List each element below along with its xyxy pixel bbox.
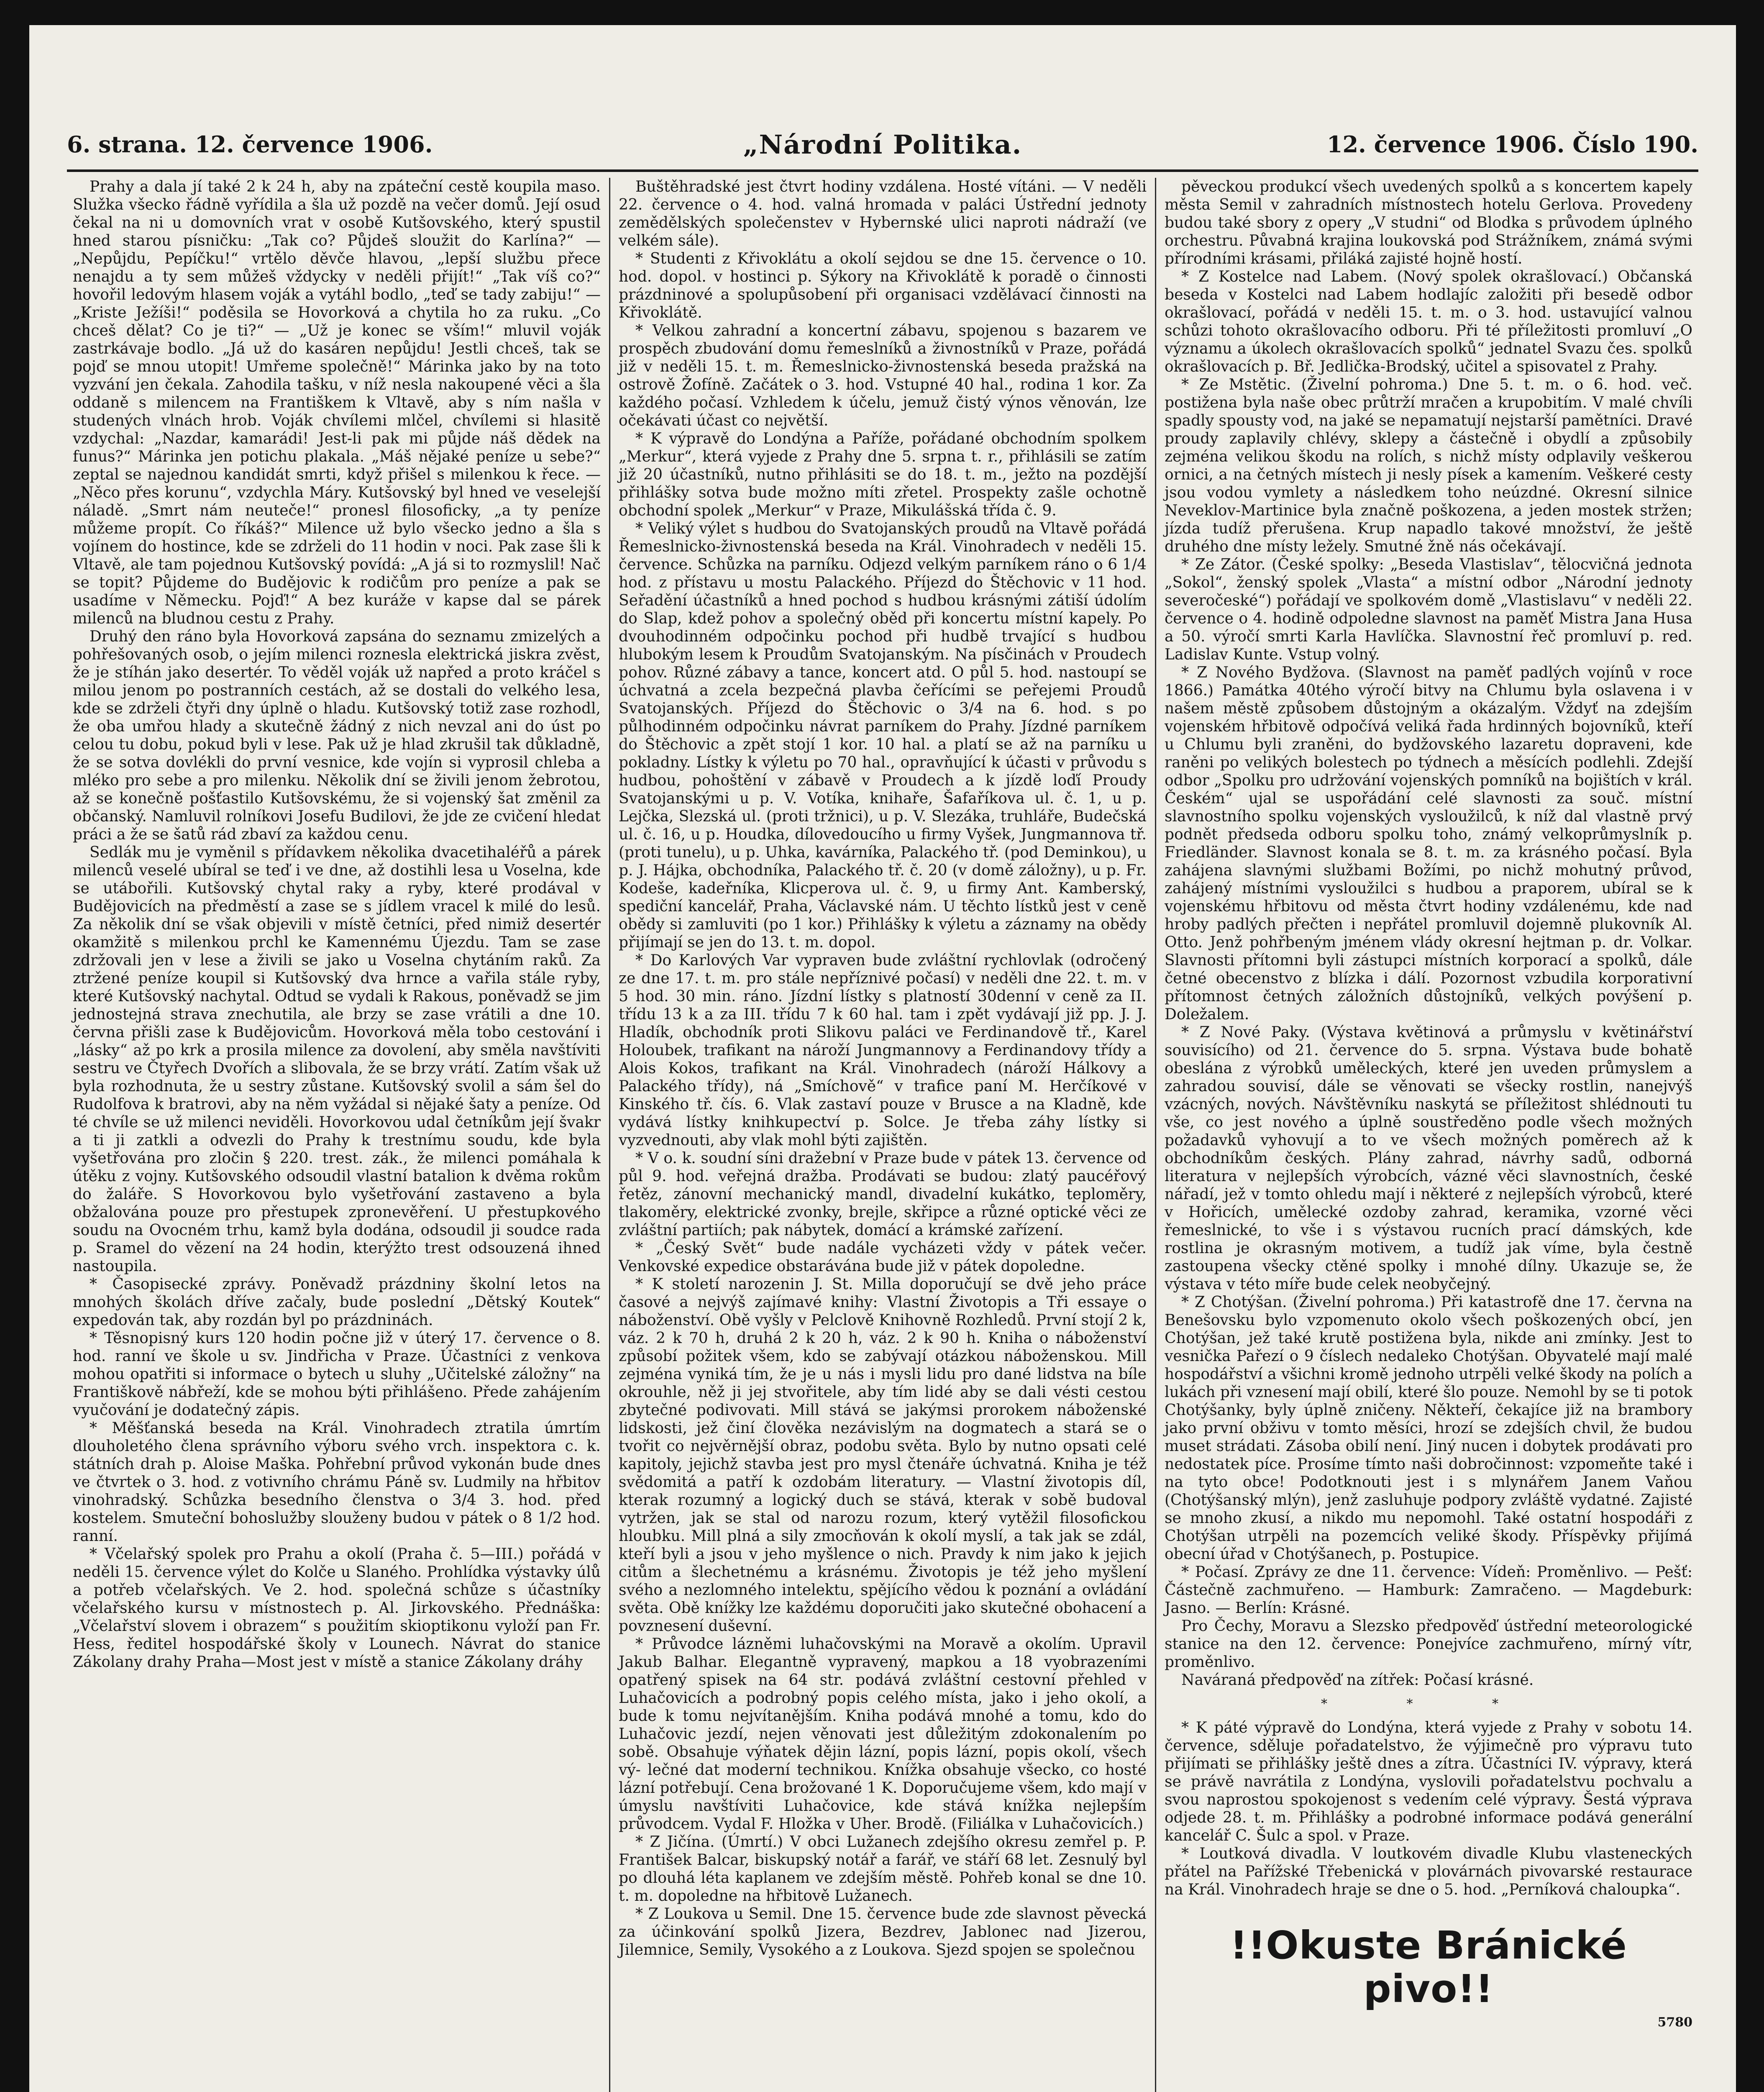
news-item: Buštěhradské jest čtvrt hodiny vzdálena. Hosté vítáni. — V neděli 22. července o 4. hod. valná hromada v paláci Ústřední jednoty zemědělských společenstev v Hybernské ulici naproti nádraží (ve velkém sále). <box>619 178 1147 249</box>
news-item: * Časopisecké zprávy. Poněvadž prázdniny školní letos na mnohých školách dříve začaly, bude poslední „Dětský Koutek“ expedován tak, aby rozdán byl po prázdninách. <box>73 1276 601 1329</box>
header-page-date: 6. strana. 12. července 1906. <box>67 131 433 158</box>
news-item: * K století narozenin J. St. Milla doporučují se dvě jeho práce časové a nejvýš zajímavé knihy: Vlastní Životopis a Tři essaye o náboženství. Obě vyšly v Pelclově Knihovně Rozhledů. První stojí 2 k, váz. 2 k 70 h, druhá 2 k 20 h, váz. 2 k 90 h. Kniha o náboženství způsobí požitek všem, kdo se zabývají otázkou náboženskou. Mill zejména vyniká tím, že je u nás i mysli lidu pro dané lidstva na bíle okrouhle, něž ji jej stvořitele, aby tím lidé aby se dali vésti cestou zbytečné podivovati. Mill stává se jakýmsi prorokem náboženské lidskosti, jež činí člověka nezávislým na dogmatech a stará se o tvořit co nejvěrnější obraz, podobu světa. Bylo by nutno opsati celé kapitoly, jejichž stavba jest pro mysl čtenáře úchvatná. Kniha je též svědomitá a patří k ozdobám literatury. — Vlastní životopis díl, kterak rozumný a logický duch se stává, kterak v sobě budoval vytržen, jak se stal od narozu rozum, který vytěžil filosofickou hloubku. Mill plná a sily zmocňován k okolí myslí, a tak jak se zdál, kteří byli a jsou v jeho myšlence o nich. Pravdy k nim jako k jejich citům a šlechetnému a krásnému. Životopis je též jeho myšlení svého a nezlomného intelektu, spějícího vědou k poznání a ovládání světa. Obě knížky lze každému doporučiti jako skutečné obohacení a povznesení duševní. <box>619 1276 1147 1635</box>
news-item: * Velkou zahradní a koncertní zábavu, spojenou s bazarem ve prospěch zbudování domu řemeslníků a živnostníků v Praze, pořádá již v neděli 15. t. m. Řemeslnicko-živnostenská beseda pražská na ostrově Žofíně. Začátek o 3. hod. Vstupné 40 hal., rodina 1 kor. Za každého počasí. Vzhledem k účelu, jemuž čistý výnos věnován, lze očekávati účast co největší. <box>619 322 1147 429</box>
article-paragraph: Sedlák mu je vyměnil s přídavkem několika dvacetihaléřů a párek milenců veselé ubíral se teď i ve dne, až dostihli lesa u Voselna, kde se utábořili. Kutšovský chytal raky a ryby, které prodával v Budějovicích na předměstí a zase se s jídlem vracel k milé do lesů. Za několik dní se však objevili v místě četníci, před nimiž desertér okamžitě s milenkou prchl ke Kamennému Újezdu. Tam se zase zdržovali jen v lese a živili se jako u Voselna chytáním raků. Za ztržené peníze koupil si Kutšovský dva hrnce a vařila stále ryby, které Kutšovský nachytal. Odtud se vydali k Rakous, poněvadž se jim jednostejná strava znechutila, ale brzy se zase vrátili a dne 10. června přišli zase k Budějovicům. Hovorková měla tobo cestování i „lásky“ až po krk a prosila milence za dovolení, aby směla navštíviti sestru ve Čtyřech Dvořích a slibovala, že se brzy vrátí. Zatím však už byla rozhodnuta, že u sestry zůstane. Kutšovský svolil a sám šel do Rudolfova k bratrovi, aby na něm vyžádal si nějaké šaty a peníze. Od té chvíle se už milenci neviděli. Hovorkovou udal četníkům její švakr a ti ji zatkli a odvezli do Prahy k trestnímu soudu, kde byla vyšetřována pro zločin § 220. trest. zák., že milenci pomáhala k útěku z vojny. Kutšovského odsoudil vlastní batalion k dvěma rokům do žaláře. S Hovorkovou bylo vyšetřování zastaveno a byla obžalována pouze pro přestupek zpronevěření. U přestupkového soudu na Ovocném trhu, kamž byla dodána, odsoudil ji soudce rada p. Sramel do vězení na 24 hodin, kterýžto trest odsouzená ihned nastoupila. <box>73 844 601 1275</box>
news-item: * Z Nové Paky. (Výstava květinová a průmyslu v květinářství souvisícího) od 21. července do 5. srpna. Výstava bude bohatě obeslána z výrobků uměleckých, které jen uveden průmyslem a zahradou souvisí, dále se věnovati se všecky rostlin, nanejvýš vzácných, nových. Návštěvníku naskytá se příležitost shlédnouti tu vše, co jest nového a úplně soustředěno podle všech možných požadavků vyhovují a to ve všech možných poměrech až k obchodníkům českých. Plány zahrad, návrhy sadů, odborná literatura v nejlepších výrobcích, vázné věci slavnostních, české nářadí, jež v tomto ohledu mají i některé z nejlepších výrobců, které v Hořicích, umělecké ozdoby zahrad, keramika, vzorné věci řemeslnické, to vše i s výstavou rucních prací dámských, kde rostlina je okrasným motivem, a tudíž jak víme, byla čestně zastoupena všecky ctěné spolky i mnohé dílny. Ukazuje se, že výstava v této míře bude celek neobyčejný. <box>1165 1024 1692 1293</box>
article-paragraph: Prahy a dala jí také 2 k 24 h, aby na zpáteční cestě koupila maso. Služka všecko řádně vyřídila a šla už pozdě na večer domů. Její osud čekal na ni u domovních vrat v osobě Kutšovského, který spustil hned starou písničku: „Tak co? Půjdeš sloužit do Karlína?“ — „Nepůjdu, Pepíčku!“ vrtělo děvče hlavou, „lepší službu přece nenajdu a ty sem můžeš vždycky v neděli přijít!“ „Tak víš co?“ hovořil ledovým hlasem voják a vytáhl bodlo, „teď se tady zabiju!“ — „Kriste Ježíši!“ poděsila se Hovorková a chytila ho za ruku. „Co chceš dělat? Co je ti?“ — „Už je konec se vším!“ mluvil voják zastrkávaje bodlo. „Já už do kasáren nepůjdu! Jestli chceš, tak se pojď se mnou utopit! Umřeme společně!“ Márinka jako by na toto vyzvání jen čekala. Zahodila tašku, v níž nesla nakoupené věci a šla oddaně s milencem na Františkem k Vltavě, aby s ním našla v studených vlnách hrob. Voják chvílemi mlčel, chvílemi si hlasitě vzdychal: „Nazdar, kamarádi! Jest-li pak mi půjde náš dědek na funus?“ Márinka jen potichu plakala. „Máš nějaké peníze u sebe?“ zeptal se najednou kandidát smrti, když přišel s milenkou k řece. — „Něco přes korunu“, vzdychla Máry. Kutšovský byl hned ve veselejší náladě. „Smrt nám neuteče!“ pronesl filosoficky, „a ty peníze můžeme propít. Co říkáš?“ Milence už bylo všecko jedno a šla s vojínem do hostince, kde se zdrželi do 11 hodin v noci. Pak zase šli k Vltavě, ale tam pojednou Kutšovský povídá: „A já si to rozmyslil! Nač se topit? Půjdeme do Budějovic k rodičům pro peníze a pak se usadíme v Německu. Pojď!“ A bez kuráže v kapse dal se párek milenců na bludnou cestu z Prahy. <box>73 178 601 627</box>
news-item: * Ze Mstětic. (Živelní pohroma.) Dne 5. t. m. o 6. hod. več. postižena byla naše obec průtrží mračen a krupobitím. V malé chvíli spadly spousty vod, na jaké se nepamatují nejstarší pamětníci. Dravé proudy zaplavily chlévy, sklepy a částečně i obydlí a způsobily zejména velikou škodu na rolích, s nichž místy odplavily veškerou ornici, a na četných místech ji nesly písek a kamením. Veškeré cesty jsou vodou vymlety a následkem toho neúzdné. Okresní silnice Neveklov-Martinice byla značně poškozena, a jeden mostek stržen; jízda tudíž přerušena. Krup napadlo takové množství, že ještě druhého dne místy ležely. Smutné žně nás očekávají. <box>1165 376 1692 555</box>
weather-tomorrow: Naváraná předpověď na zítřek: Počasí krásné. <box>1181 1672 1534 1689</box>
news-item: * „Český Svět“ bude nadále vycházeti vždy v pátek večer. Venkovské expedice obstarávána bude již v pátek dopoledne. <box>619 1240 1147 1275</box>
news-item: * Loutková divadla. V loutkovém divadle Klubu vlasteneckých přátel na Pařížské Třebenická v plovárnách pivovarské restaurace na Král. Vinohradech hraje se dne o 5. hod. „Perníková chaloupka“. <box>1165 1845 1692 1898</box>
page-header <box>67 121 1698 167</box>
column-3 <box>1159 178 1698 2092</box>
weather-forecast: Pro Čechy, Moravu a Slezsko předpověď ústřední meteorologické stanice na den 12. července: Ponejvíce zachmuřeno, mírný vítr, proměnlivo. <box>1165 1618 1692 1671</box>
column-1 <box>67 178 607 2092</box>
news-item: * Studenti z Křivoklátu a okolí sejdou se dne 15. července o 10. hod. dopol. v hostinci p. Sýkory na Křivoklátě k poradě o činnosti prázdninové a spolupůsobení při organisaci vzdělávací činnosti na Křivoklátě. <box>619 250 1147 321</box>
news-item: * Do Karlových Var vypraven bude zvláštní rychlovlak (odročený ze dne 17. t. m. pro stále nepříznivé počasí) v neděli dne 22. t. m. v 5 hod. 30 min. ráno. Jízdní lístky s platností 30denní v ceně za II. třídu 13 k a za III. třídu 7 k 60 hal. tam i zpět vydávají již pp. J. J. Hladík, obchodník proti Slikovu paláci ve Ferdinandově tř., Karel Holoubek, trafikant na nároží Jungmannovy a Ferdinandovy třídy a Alois Kokos, trafikant na Král. Vinohradech (nároží Hálkovy a Palackého třídy), ná „Smíchově“ v trafice paní M. Herčíkové v Kinského tř. čís. 6. Vlak zastaví pouze v Brusce a na Kladně, kde vydává lístky knihkupectví p. Solce. Je třeba záhy lístky si vyzvednouti, aby vlak mohl býti zajištěn. <box>619 952 1147 1149</box>
news-item: * Ze Zátor. (České spolky: „Beseda Vlastislav“, tělocvičná jednota „Sokol“, ženský spolek „Vlasta“ a místní odbor „Národní jednoty severočeské“) pořádají ve spolkovém domě „Vlastislavu“ v neděli 22. července o 4. hodině odpoledne slavnost na paměť Mistra Jana Husa a 50. výročí smrti Karla Havlíčka. Slavnostní řeč promluví p. red. Ladislav Kunte. Vstup volný. <box>1165 556 1692 663</box>
news-item: * V o. k. soudní síni dražební v Praze bude v pátek 13. července od půl 9. hod. veřejná dražba. Prodávati se budou: zlatý paucéřový řetěz, zánovní mechanický mandl, divadelní kukátko, teploměry, tlakoměry, elektrické zvonky, brejle, skřipce a různé optické věci ze zvláštní partiích; pak nábytek, domácí a krámské zařízení. <box>619 1150 1147 1239</box>
column-rule <box>1155 178 1156 2092</box>
beer-advertisement: !!Okuste Bránické pivo!! <box>1230 1923 1627 2011</box>
article-paragraph: Druhý den ráno byla Hovorková zapsána do seznamu zmizelých a pohřešovaných osob, o jejím milenci roznesla elektrická jiskra zvěst, že je stíhán jako desertér. To věděl voják už napřed a proto kráčel s milou jenom po postranních cestách, až se dostali do velkého lesa, kde se zdrželi čtyři dny úplně o hladu. Kutšovský totiž zase rozhodl, že oba umřou hlady a skutečně žádný z nich nevzal ani do úst po celou tu dobu, pokud byli v lese. Pak už je hlad zkrušil tak důkladně, že se sotva dovlékli do první vesnice, kde vojín si vyprosil chleba a mléko pro sebe a pro milenku. Několik dní se živili jenom žebrotou, až se konečně pošťastilo Kutšovskému, že si vojenský šat změnil za občanský. Namluvil rolníkovi Josefu Budilovi, že jde ze cvičení hledat práci a že se šatů rád zbaví za každou cenu. <box>73 628 601 843</box>
section-separator: * * * <box>1321 1697 1536 1711</box>
weather-report: * Počasí. Zprávy ze dne 11. července: Vídeň: Proměnlivo. — Pešť: Částečně zachmuřeno. — Hamburk: Zamračeno. — Magdeburk: Jasno. — Berlín: Krásné. <box>1165 1564 1692 1617</box>
news-item: pěveckou produkcí všech uvedených spolků a s koncertem kapely města Semil v zahradních místnostech hotelu Gerlova. Provedeny budou také sbory z opery „V studni“ od Blodka s průvodem úplného orchestru. Půvabná krajina loukovská pod Strážníkem, známá svými přírodními krásami, přiláká zajisté hojně hostí. <box>1165 178 1692 267</box>
news-item: * Z Jičína. (Úmrtí.) V obci Lužanech zdejšího okresu zemřel p. P. František Balcar, biskupský notář a farář, ve stáří 68 let. Zesnulý byl po dlouhá léta kaplanem ve zdejším městě. Pohřeb konal se dne 10. t. m. dopoledne na hřbitově Lužanech. <box>619 1833 1147 1905</box>
header-issue-number: 12. července 1906. Číslo 190. <box>1326 131 1698 158</box>
news-item: * Z Loukova u Semil. Dne 15. července bude zde slavnost pěvecká za účinkování spolků Jizera, Bezdrev, Jablonec nad Jizerou, Jilemnice, Semily, Vysokého a z Loukova. Sjezd spojen se společnou <box>619 1905 1147 1959</box>
news-item: * Z Kostelce nad Labem. (Nový spolek okrašlovací.) Občanská beseda v Kostelci nad Labem hodlajíc založiti při besedě odbor okrašlovací, pořádá v neděli 15. t. m. o 3. hod. ustavující valnou schůzi tohoto okrašlovacího odboru. Při té příležitosti promluví „O významu a úkolech okrašlovacích spolků“ jednatel Svazu čes. spolků okrašlovacích p. Bř. Jedlička-Brodský, učitel a spisovatel z Prahy. <box>1165 268 1692 375</box>
news-item: * Z Chotýšan. (Živelní pohroma.) Při katastrofě dne 17. června na Benešovsku bylo vzpomenuto okolo všech poškozených obcí, jen Chotýšan, jež také krutě postižena byla, nikde ani zmínky. Jest to vesnička Pařezí o 9 číslech nedaleko Chotýšan. Obyvatelé mají malé hospodářství a všichni kromě jednoho utrpěli velké škody na polích a lukách při vznesení mají obilí, které šlo pouze. Nemohl by se ti potok Chotýšanky, byly úplně zničeny. Někteří, čekajíce již na brambory jako první obživu v tomto měsíci, hrozí se zdejších chvil, že budou muset strádati. Zásoba obilí není. Jiný nucen i dobytek prodávati pro nedostatek píce. Prosíme tímto naši dobročinnost: vzpomeňte také i na tyto obce! Podotknouti jest i s mlynářem Janem Vaňou (Chotýšanský mlýn), jenž zasluhuje podpory zvláště vydatné. Zajisté se mnoho zkusí, a nikdo mu nepomohl. Také ostatní hospodáři z Chotýšan utrpěli na pozemcích veliké škody. Příspěvky přijímá obecní úřad v Chotýšanech, p. Postupice. <box>1165 1294 1692 1563</box>
news-item: * Těsnopisný kurs 120 hodin počne již v úterý 17. července o 8. hod. ranní ve škole u sv. Jindřicha v Praze. Účastníci z venkova mohou opatřiti si informace o bytech u sluhy „Učitelské záložny“ na Františkově nábřeží, kde se mohou býti přihlášeno. Přede zahájením vyučování je dodatečný zápis. <box>73 1330 601 1419</box>
column-rule <box>609 178 610 2092</box>
newspaper-page <box>29 25 1736 2092</box>
news-item: * K páté výpravě do Londýna, která vyjede z Prahy v sobotu 14. července, sděluje pořadatelstvo, že výjimečně pro výpravu tuto přijímati se přihlášky ještě dnes a zítra. Účastníci IV. výpravy, která se právě navrátila z Londýna, vyslovili pořadatelstvu pochvalu a svou naprostou spokojenost s vedením celé výpravy. Šestá výprava odjede 28. t. m. Přihlášky a podrobné informace podává generální kancelář C. Šulc a spol. v Praze. <box>1165 1719 1692 1844</box>
header-rule <box>67 169 1698 172</box>
news-item: * Průvodce lázněmi luhačovskými na Moravě a okolím. Upravil Jakub Balhar. Elegantně vypravený, mapkou a 18 vyobrazeními opatřený spisek na 64 str. podává zvláštní cestovní přehled v Luhačovicích a podrobný popis celého místa, jako i jeho okolí, a bude k tomu nejvítanějším. Kniha podává mnohé a tomu, kdo do Luhačovic jezdí, nejen věnovati jest důležitým zdokonalením po sobě. Obsahuje výňatek dějin lázní, popis lázní, popis okolí, všech vý- lečné dat moderní technikou. Knížka obsahuje všecko, co hosté lázní potřebují. Cena brožované 1 K. Doporučujeme všem, kdo mají v úmyslu navštíviti Luhačovice, kde stává knížka nejlepším průvodcem. Vydal F. Hložka v Uher. Brodě. (Filiálka v Luhačovicích.) <box>619 1636 1147 1833</box>
news-item: * Včelařský spolek pro Prahu a okolí (Praha č. 5—III.) pořádá v neděli 15. července výlet do Kolče u Slaného. Prohlídka výstavky úlů a potřeb včelařských. Ve 2. hod. společná schůze s účastníky včelařského kursu v místnostech p. Al. Jirkovského. Přednáška: „Včelařství slovem i obrazem“ s použitím skioptikonu vyloží pan Fr. Hess, ředitel hospodářské školy v Lounech. Návrat do stanice Zákolany drahy Praha—Most jest v místě a stanice Zákolany dráhy <box>73 1546 601 1671</box>
news-item: * Z Nového Bydžova. (Slavnost na paměť padlých vojínů v roce 1866.) Památka 40tého výročí bitvy na Chlumu byla oslavena i v našem městě způsobem důstojným a okázalým. Vždyť na zdejším vojenském hřbitově odpočívá veliká řada hrdinných bojovníků, kteří u Chlumu byli zraněni, do bydžovského lazaretu dopraveni, kde raněni po velikých bolestech po týdnech a měsících podlehli. Zdejší odbor „Spolku pro udržování vojenských pomníků na bojištích v král. Českém“ ujal se uspořádání celé slavnosti za souč. místní slavnostního spolku vojenských vysloužilců, k níž dal vlastně prvý podnět předseda odboru spolku toho, známý velkoprůmyslník p. Friedländer. Slavnost konala se 8. t. m. za krásného počasí. Byla zahájena slavnými službami Božími, po nichž mohutný průvod, zahájený místními vysloužilci s hudbou a praporem, ubíral se k vojenskému hřbitovu od města čtvrt hodiny vzdálenému, kde nad hroby padlých přečten i nepřátel promluvil dojemně plukovník Al. Otto. Jenž pohřbeným jménem vlády okresní hejtman p. dr. Volkar. Slavnosti přítomni byli zástupci místních korporací a spolků, dále četné obecenstvo z blízka i dálí. Pozornost vzbudila korporativní přítomnost četných záložních důstojníků, velkých povýšení p. Doležalem. <box>1165 664 1692 1023</box>
news-item: * Veliký výlet s hudbou do Svatojanských proudů na Vltavě pořádá Řemeslnicko-živnostenská beseda na Král. Vinohradech v neděli 15. července. Schůzka na parníku. Odjezd velkým parníkem ráno o 6 1/4 hod. z přístavu u mostu Palackého. Příjezd do Štěchovic v 11 hod. Seřadění účastníků a hned pochod s hudbou krásnými zátiší údolím do Slap, kdež pohov a společný oběd při koncertu místní kapely. Po dvouhodinném odpočinku pochod při hudbě trvající s hudbou hlubokým lesem k Proudům Svatojanským. Na písčinách v Proudech pohov. Různé zábavy a tance, koncert atd. O půl 5. hod. nastoupí se úchvatná a zcela bezpečná plavba čeřícími se peřejemi Proudů Svatojanských. Příjezd do Štěchovic o 3/4 na 6. hod. s po půlhodinném odpočinku návrat parníkem do Prahy. Jízdné parníkem do Štěchovic a zpět stojí 1 kor. 10 hal. a platí se až na parníku u pokladny. Lístky k výletu po 70 hal., opravňující k účasti v průvodu s hudbou, pohoštění v zábavě v Proudech a k jízdě loďí Proudy Svatojanskými u p. V. Votíka, knihaře, Šafaříkova ul. č. 1, u p. Lejčka, Slezská ul. (proti tržnici), u p. V. Slezáka, truhláře, Budečská ul. č. 16, u p. Houdka, dílovedoucího u firmy Vyšek, Jungmannova tř. (proti tunelu), u p. Uhka, kavárníka, Palackého tř. (pod Deminkou), u p. J. Hájka, obchodníka, Palackého tř. č. 20 (v domě záložny), u p. Fr. Kodeše, kadeřníka, Klicperova ul. č. 9, u firmy Ant. Kamberský, spediční kancelář, Praha, Václavské nám. U těchto lístků jest v ceně obědy si zamluviti (po 1 kor.) Přihlášky k výletu a záznamy na obědy přijímají se jen do 13. t. m. dopol. <box>619 520 1147 951</box>
news-item: * Měšťanská beseda na Král. Vinohradech ztratila úmrtím dlouholetého člena správního výboru svého vrch. inspektora c. k. státních drah p. Aloise Maška. Pohřební průvod vykonán bude dnes ve čtvrtek o 3. hod. z votivního chrámu Páně sv. Ludmily na hřbitov vinohradský. Schůzka besedního členstva o 3/4 3. hod. před kostelem. Smuteční bohoslužby slouženy budou v pátek o 8 1/2 hod. ranní. <box>73 1420 601 1545</box>
advert-code: 5780 <box>1657 2015 1692 2030</box>
article-columns <box>67 178 1698 2092</box>
news-item: * K výpravě do Londýna a Paříže, pořádané obchodním spolkem „Merkur“, která vyjede z Prahy dne 5. srpna t. r., přihlásili se zatím již 20 účastníků, nutno přihlásiti se do 18. t. m., ježto na pozdější přihlášky sotva bude možno míti zřetel. Prospekty zašle ochotně obchodní spolek „Merkur“ v Praze, Mikulášská třída č. 9. <box>619 430 1147 519</box>
newspaper-title: „Národní Politika. <box>743 129 1022 160</box>
column-2 <box>613 178 1152 2092</box>
